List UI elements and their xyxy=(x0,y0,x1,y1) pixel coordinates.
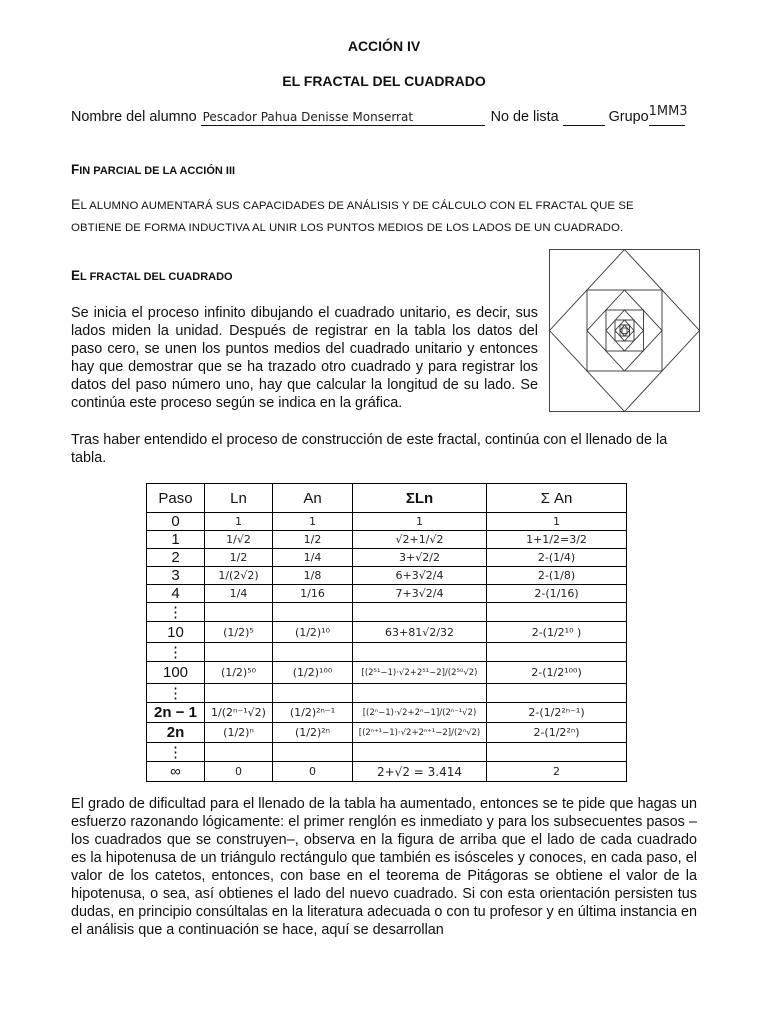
table-row xyxy=(147,703,627,723)
table-row xyxy=(147,585,627,603)
fractal-data-table xyxy=(146,483,627,782)
cell-ln xyxy=(205,603,273,622)
cell-an: 1 xyxy=(273,513,353,531)
square-step-8 xyxy=(620,325,630,336)
fractal-paragraph: Se inicia el proceso infinito dibujando el cuadrado unitario, es decir, sus lados miden la unidad. Después de registrar en la tabla los datos del paso cero, se unen los puntos medios del cuadrado unitario y entonces hay que demostrar que se ha trazado otro cuadrado y para registrar los datos del paso número uno, hay que calcular la longitud de su lado. Se continúa este proceso según se indica en la gráfica. xyxy=(71,305,538,411)
cell-sum-ln: 6+3√2/4 xyxy=(353,567,487,585)
header-ln: Ln xyxy=(205,484,273,513)
cell-an: 1/16 xyxy=(273,585,353,603)
square-step-0 xyxy=(550,250,700,412)
fractal-heading-cap: E xyxy=(71,268,81,283)
cell-sum-ln: [(2ⁿ⁺¹−1)·√2+2ⁿ⁺¹−2]/(2ⁿ√2) xyxy=(353,723,487,743)
table-row xyxy=(147,531,627,549)
cell-sum-an xyxy=(487,684,627,703)
student-info-line xyxy=(71,104,711,126)
cell-an: (1/2)²ⁿ xyxy=(273,723,353,743)
table-row xyxy=(147,603,627,622)
cell-paso: 2n xyxy=(147,723,205,743)
cell-sum-an: 2 xyxy=(487,762,627,782)
header-sum-ln: ΣLn xyxy=(353,484,487,513)
cell-sum-an: 2-(1/2¹⁰ ) xyxy=(487,622,627,643)
table-row xyxy=(147,643,627,662)
table-row xyxy=(147,549,627,567)
table-row xyxy=(147,762,627,782)
square-step-5 xyxy=(606,310,644,351)
cell-paso: 1 xyxy=(147,531,205,549)
instruction-paragraph: Tras haber entendido el proceso de construcción de este fractal, continúa con el llenado de la tabla. xyxy=(71,432,668,466)
square-step-6 xyxy=(615,320,634,341)
cell-sum-an: 2-(1/2¹⁰⁰) xyxy=(487,662,627,684)
table-header-row xyxy=(147,484,627,513)
objective-line-2 xyxy=(71,218,697,234)
cell-an: 1/4 xyxy=(273,549,353,567)
cell-paso: 100 xyxy=(147,662,205,684)
cell-sum-ln xyxy=(353,643,487,662)
cell-ln xyxy=(205,743,273,762)
square-step-2 xyxy=(587,290,662,371)
square-step-7 xyxy=(615,320,634,341)
cell-paso: 2 xyxy=(147,549,205,567)
header-paso: Paso xyxy=(147,484,205,513)
square-step-1 xyxy=(550,250,700,412)
objective-rest: L ALUMNO AUMENTARÁ SUS CAPACIDADES DE ANÁLISIS Y DE CÁLCULO CON EL FRACTAL QUE SE xyxy=(80,200,634,212)
list-label: No de lista xyxy=(490,109,559,125)
square-step-4 xyxy=(606,310,644,351)
cell-ln xyxy=(205,643,273,662)
cell-paso: ⋮ xyxy=(147,684,205,703)
cell-ln: (1/2)⁵ xyxy=(205,622,273,643)
cell-sum-ln: 7+3√2/4 xyxy=(353,585,487,603)
cell-an xyxy=(273,603,353,622)
cell-ln: 1/4 xyxy=(205,585,273,603)
cell-sum-an: 2-(1/2²ⁿ) xyxy=(487,723,627,743)
cell-paso: 4 xyxy=(147,585,205,603)
action-title: ACCIÓN IV xyxy=(347,38,421,54)
square-step-9 xyxy=(620,325,630,336)
fractal-heading-rest: L FRACTAL DEL CUADRADO xyxy=(80,271,233,283)
cell-sum-ln xyxy=(353,743,487,762)
heading-cap: F xyxy=(71,162,80,177)
cell-paso: 2n − 1 xyxy=(147,703,205,723)
cell-sum-ln: 2+√2 = 3.414 xyxy=(353,762,487,782)
cell-sum-an: 2-(1/16) xyxy=(487,585,627,603)
cell-an: 1/2 xyxy=(273,531,353,549)
cell-sum-ln: [(2⁵¹−1)·√2+2⁵¹−2]/(2⁵⁰√2) xyxy=(353,662,487,684)
objective-cap: E xyxy=(71,196,81,212)
square-step-3 xyxy=(587,290,662,371)
table-row xyxy=(147,567,627,585)
heading-rest: IN PARCIAL DE LA ACCIÓN III xyxy=(79,165,236,177)
cell-an: (1/2)¹⁰⁰ xyxy=(273,662,353,684)
objective-line-2-text: OBTIENE DE FORMA INDUCTIVA AL UNIR LOS PUNTOS MEDIOS DE LOS LADOS DE UN CUADRADO. xyxy=(71,222,624,234)
table-row xyxy=(147,622,627,643)
cell-sum-ln: [(2ⁿ−1)·√2+2ⁿ−1]/(2ⁿ⁻¹√2) xyxy=(353,703,487,723)
cell-ln: 1/√2 xyxy=(205,531,273,549)
table-row xyxy=(147,723,627,743)
cell-an xyxy=(273,684,353,703)
cell-ln: 0 xyxy=(205,762,273,782)
cell-ln: 1/(2√2) xyxy=(205,567,273,585)
cell-paso: 3 xyxy=(147,567,205,585)
cell-an: (1/2)¹⁰ xyxy=(273,622,353,643)
cell-paso: ⋮ xyxy=(147,743,205,762)
cell-sum-an xyxy=(487,603,627,622)
list-field[interactable] xyxy=(563,109,605,126)
cell-sum-an: 2-(1/4) xyxy=(487,549,627,567)
cell-an xyxy=(273,643,353,662)
name-value: Pescador Pahua Denisse Monserrat xyxy=(202,110,414,124)
cell-an: 0 xyxy=(273,762,353,782)
cell-an: (1/2)²ⁿ⁻¹ xyxy=(273,703,353,723)
cell-ln: (1/2)ⁿ xyxy=(205,723,273,743)
fractal-square-figure xyxy=(549,249,700,412)
header-an: An xyxy=(273,484,353,513)
closing-paragraph: El grado de dificultad para el llenado de la tabla ha aumentado, entonces se te pide que hagas un esfuerzo razonando lógicamente: el primer renglón es inmediato y para los subsecuentes pasos –los cuadrados que se construyen–, observa en la figura de arriba que el lado de cada cuadrado es la hipotenusa de un triángulo rectángulo que también es isósceles y conoces, en cada paso, el valor de los catetos, entonces, con base en el teorema de Pitágoras se obtiene el valor de la hipotenusa, o sea, así obtienes el lado del nuevo cuadrado. Si con esta orientación persisten tus dudas, en principio consúltalas en la literatura adecuada o con tu profesor y en última instancia en el análisis que a continuación se hace, aquí se desarrollan xyxy=(71,796,697,938)
table-row xyxy=(147,513,627,531)
fractal-heading xyxy=(71,268,233,283)
cell-sum-ln: 63+81√2/32 xyxy=(353,622,487,643)
cell-sum-ln xyxy=(353,603,487,622)
name-field[interactable] xyxy=(201,109,485,126)
table-body xyxy=(147,513,627,782)
cell-sum-an: 1+1/2=3/2 xyxy=(487,531,627,549)
document-title: EL FRACTAL DEL CUADRADO xyxy=(282,73,486,89)
cell-ln xyxy=(205,684,273,703)
cell-sum-an: 2-(1/2²ⁿ⁻¹) xyxy=(487,703,627,723)
square-step-10 xyxy=(622,328,627,334)
cell-sum-an xyxy=(487,643,627,662)
cell-sum-ln: 1 xyxy=(353,513,487,531)
header-sum-an: Σ An xyxy=(487,484,627,513)
cell-ln: 1/(2ⁿ⁻¹√2) xyxy=(205,703,273,723)
group-field[interactable] xyxy=(648,104,688,126)
group-value: 1MM3 xyxy=(648,104,688,119)
table-row xyxy=(147,684,627,703)
cell-ln: (1/2)⁵⁰ xyxy=(205,662,273,684)
fin-parcial-heading xyxy=(71,162,235,177)
cell-an: 1/8 xyxy=(273,567,353,585)
table-row xyxy=(147,743,627,762)
cell-ln: 1 xyxy=(205,513,273,531)
cell-sum-an: 1 xyxy=(487,513,627,531)
cell-an xyxy=(273,743,353,762)
objective-line-1 xyxy=(71,196,697,212)
name-label: Nombre del alumno xyxy=(71,109,197,125)
cell-sum-ln: √2+1/√2 xyxy=(353,531,487,549)
cell-sum-an xyxy=(487,743,627,762)
cell-paso: ⋮ xyxy=(147,603,205,622)
cell-paso: 10 xyxy=(147,622,205,643)
table-row xyxy=(147,662,627,684)
cell-ln: 1/2 xyxy=(205,549,273,567)
cell-sum-an: 2-(1/8) xyxy=(487,567,627,585)
cell-paso: ⋮ xyxy=(147,643,205,662)
cell-sum-ln: 3+√2/2 xyxy=(353,549,487,567)
cell-sum-ln xyxy=(353,684,487,703)
group-label: Grupo xyxy=(608,109,649,125)
cell-paso: 0 xyxy=(147,513,205,531)
cell-paso: ∞ xyxy=(147,762,205,782)
